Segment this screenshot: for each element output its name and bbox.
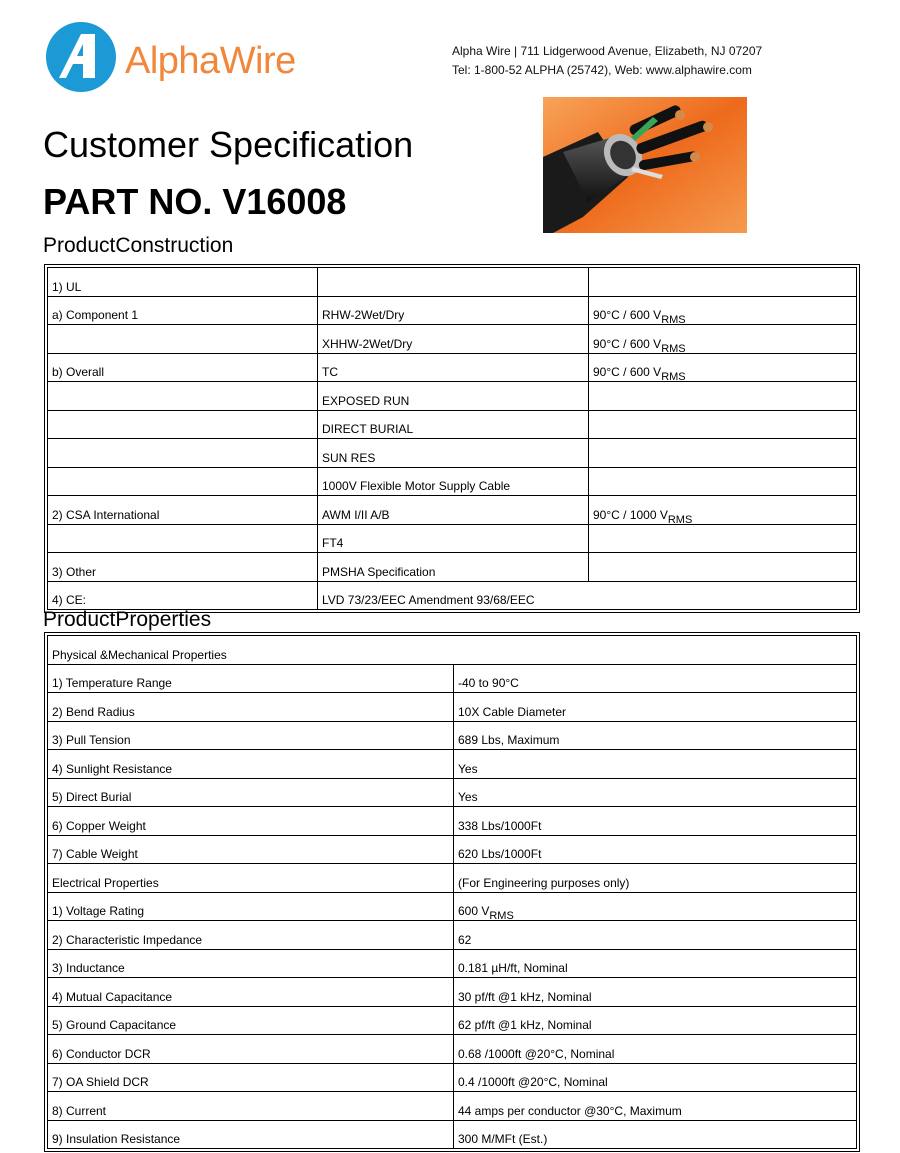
property-value: -40 to 90°C xyxy=(458,676,519,690)
table-row xyxy=(48,864,857,893)
construction-rating-cell xyxy=(589,296,857,325)
construction-value-cell xyxy=(318,268,589,297)
property-value-cell xyxy=(454,835,857,864)
construction-label-cell xyxy=(48,325,318,354)
construction-value: SUN RES xyxy=(322,450,376,465)
property-value-cell xyxy=(454,949,857,978)
construction-value: FT4 xyxy=(322,536,344,550)
construction-label: 1) UL xyxy=(52,279,82,294)
property-value: 689 Lbs, Maximum xyxy=(458,733,560,747)
property-name-cell xyxy=(48,1120,454,1149)
construction-rating-cell xyxy=(589,353,857,382)
construction-rating-cell xyxy=(589,439,857,468)
table-row xyxy=(48,892,857,921)
table-row xyxy=(48,1063,857,1092)
property-value-cell xyxy=(454,778,857,807)
table-row xyxy=(48,410,857,439)
property-value-cell xyxy=(454,892,857,921)
construction-rating-cell xyxy=(589,382,857,411)
table-row xyxy=(48,353,857,382)
construction-value-cell xyxy=(318,410,589,439)
property-name-cell xyxy=(48,721,454,750)
property-value-cell xyxy=(454,693,857,722)
section-header-cell xyxy=(48,636,857,665)
property-name-cell xyxy=(48,978,454,1007)
construction-rating: 90°C / 600 V xyxy=(593,365,662,379)
construction-rating-cell xyxy=(589,496,857,525)
table-row xyxy=(48,693,857,722)
construction-rating-cell xyxy=(589,553,857,582)
property-name: 1) Voltage Rating xyxy=(52,904,145,918)
table-row xyxy=(48,807,857,836)
table-row xyxy=(48,664,857,693)
property-name-cell xyxy=(48,693,454,722)
construction-value-cell xyxy=(318,467,589,496)
property-name-cell xyxy=(48,1092,454,1121)
property-name: Electrical Properties xyxy=(52,875,159,890)
construction-value-cell xyxy=(318,581,857,610)
construction-label-cell xyxy=(48,353,318,382)
properties-table xyxy=(44,632,860,1152)
table-row xyxy=(48,524,857,553)
construction-label-cell xyxy=(48,296,318,325)
property-value-cell xyxy=(454,978,857,1007)
property-value: 0.181 µH/ft, Nominal xyxy=(458,961,568,975)
property-name-cell xyxy=(48,835,454,864)
property-name-cell xyxy=(48,1035,454,1064)
property-value: Yes xyxy=(458,790,478,804)
property-name-cell xyxy=(48,864,454,893)
property-value: 10X Cable Diameter xyxy=(458,704,567,719)
construction-value: XHHW-2Wet/Dry xyxy=(322,336,413,351)
construction-rating-cell xyxy=(589,410,857,439)
property-name: 2) Bend Radius xyxy=(52,704,135,719)
property-name-cell xyxy=(48,1006,454,1035)
construction-table xyxy=(44,264,860,613)
construction-label-cell xyxy=(48,410,318,439)
construction-label: 4) CE: xyxy=(52,593,87,607)
property-value: 0.4 /1000ft @20°C, Nominal xyxy=(458,1075,608,1089)
property-value-cell xyxy=(454,807,857,836)
contact-line: Tel: 1-800-52 ALPHA (25742), Web: www.alphawire.com xyxy=(452,63,752,77)
properties-heading: ProductProperties xyxy=(43,608,212,631)
property-value-cell xyxy=(454,664,857,693)
property-name-cell xyxy=(48,1063,454,1092)
construction-heading: ProductConstruction xyxy=(43,234,234,257)
table-row xyxy=(48,1035,857,1064)
construction-value: RHW-2Wet/Dry xyxy=(322,308,405,322)
rating-subscript: RMS xyxy=(661,371,686,382)
property-value: 620 Lbs/1000Ft xyxy=(458,847,542,861)
table-row xyxy=(48,496,857,525)
property-value-cell xyxy=(454,1120,857,1149)
property-name: 2) Characteristic Impedance xyxy=(52,932,203,947)
value-subscript: RMS xyxy=(489,910,514,921)
construction-value-cell xyxy=(318,439,589,468)
construction-rating-cell xyxy=(589,524,857,553)
table-row xyxy=(48,1006,857,1035)
table-row xyxy=(48,382,857,411)
construction-rating: 90°C / 600 V xyxy=(593,308,662,322)
table-row xyxy=(48,750,857,779)
table-row xyxy=(48,268,857,297)
table-row xyxy=(48,467,857,496)
construction-value: PMSHA Specification xyxy=(322,564,436,579)
table-row xyxy=(48,581,857,610)
property-name-cell xyxy=(48,664,454,693)
property-value-cell xyxy=(454,1006,857,1035)
construction-value-cell xyxy=(318,496,589,525)
page-title: Customer Specification xyxy=(43,124,414,165)
table-row xyxy=(48,1092,857,1121)
property-name-cell xyxy=(48,892,454,921)
property-value-cell xyxy=(454,1035,857,1064)
construction-label-cell xyxy=(48,467,318,496)
cable-photo-image xyxy=(543,97,747,233)
property-name: 3) Inductance xyxy=(52,961,125,975)
table-row xyxy=(48,1120,857,1149)
table-row xyxy=(48,978,857,1007)
construction-label-cell xyxy=(48,524,318,553)
construction-label-cell xyxy=(48,496,318,525)
construction-value: TC xyxy=(322,365,338,379)
property-value: 338 Lbs/1000Ft xyxy=(458,818,542,833)
construction-value-cell xyxy=(318,325,589,354)
property-name: 4) Sunlight Resistance xyxy=(52,761,173,776)
property-name-cell xyxy=(48,949,454,978)
property-value: 62 pf/ft @1 kHz, Nominal xyxy=(458,1018,592,1032)
property-name: 1) Temperature Range xyxy=(52,676,172,690)
property-value-cell xyxy=(454,1063,857,1092)
property-value-cell xyxy=(454,1092,857,1121)
property-name-cell xyxy=(48,807,454,836)
property-name: 8) Current xyxy=(52,1103,107,1118)
property-name: 5) Ground Capacitance xyxy=(52,1018,177,1032)
construction-rating-cell xyxy=(589,268,857,297)
property-name: 6) Copper Weight xyxy=(52,818,146,833)
property-value-cell xyxy=(454,921,857,950)
construction-value: EXPOSED RUN xyxy=(322,393,410,408)
construction-value-cell xyxy=(318,553,589,582)
construction-value: LVD 73/23/EEC Amendment 93/68/EEC xyxy=(322,593,535,607)
property-name: 7) Cable Weight xyxy=(52,847,138,861)
construction-label-cell xyxy=(48,581,318,610)
table-row xyxy=(48,778,857,807)
construction-value: AWM I/II A/B xyxy=(322,507,390,522)
construction-label-cell xyxy=(48,382,318,411)
construction-label-cell xyxy=(48,268,318,297)
construction-rating-cell xyxy=(589,467,857,496)
rating-subscript: RMS xyxy=(661,314,686,325)
construction-rating-cell xyxy=(589,325,857,354)
construction-value-cell xyxy=(318,382,589,411)
company-address xyxy=(452,42,762,80)
construction-rating: 90°C / 600 V xyxy=(593,336,662,351)
construction-label: a) Component 1 xyxy=(52,308,139,322)
property-value: 30 pf/ft @1 kHz, Nominal xyxy=(458,989,592,1004)
table-row xyxy=(48,325,857,354)
construction-value-cell xyxy=(318,353,589,382)
property-name: 9) Insulation Resistance xyxy=(52,1132,181,1146)
property-value-cell xyxy=(454,864,857,893)
property-value: 0.68 /1000ft @20°C, Nominal xyxy=(458,1046,615,1061)
property-value: 44 amps per conductor @30°C, Maximum xyxy=(458,1103,682,1118)
construction-value: DIRECT BURIAL xyxy=(322,422,414,436)
table-row xyxy=(48,636,857,665)
property-name: 5) Direct Burial xyxy=(52,790,132,804)
construction-rating: 90°C / 1000 V xyxy=(593,507,668,522)
physical-properties-header: Physical &Mechanical Properties xyxy=(52,647,227,662)
address-line: Alpha Wire | 711 Lidgerwood Avenue, Elizabeth, NJ 07207 xyxy=(452,44,763,58)
property-name-cell xyxy=(48,921,454,950)
property-name-cell xyxy=(48,778,454,807)
construction-value: 1000V Flexible Motor Supply Cable xyxy=(322,479,511,493)
property-value: 300 M/MFt (Est.) xyxy=(458,1132,548,1146)
rating-subscript: RMS xyxy=(661,342,686,353)
property-value: Yes xyxy=(458,761,478,776)
construction-label: b) Overall xyxy=(52,365,105,379)
construction-value-cell xyxy=(318,524,589,553)
table-row xyxy=(48,921,857,950)
table-row xyxy=(48,296,857,325)
property-name: 6) Conductor DCR xyxy=(52,1046,151,1061)
logo-wordmark: AlphaWire xyxy=(125,40,296,82)
rating-subscript: RMS xyxy=(667,513,693,524)
construction-label: 2) CSA International xyxy=(52,507,160,522)
property-value: (For Engineering purposes only) xyxy=(458,875,630,890)
property-name: 4) Mutual Capacitance xyxy=(52,989,173,1004)
property-name-cell xyxy=(48,750,454,779)
construction-label: 3) Other xyxy=(52,564,97,579)
table-row xyxy=(48,721,857,750)
property-value: 62 xyxy=(458,932,472,947)
construction-value-cell xyxy=(318,296,589,325)
property-value-cell xyxy=(454,721,857,750)
part-number: PART NO. V16008 xyxy=(43,181,347,222)
table-row xyxy=(48,439,857,468)
construction-label-cell xyxy=(48,553,318,582)
table-row xyxy=(48,949,857,978)
construction-label-cell xyxy=(48,439,318,468)
table-row xyxy=(48,835,857,864)
property-name: 3) Pull Tension xyxy=(52,733,131,747)
property-value-cell xyxy=(454,750,857,779)
table-row xyxy=(48,553,857,582)
property-name: 7) OA Shield DCR xyxy=(52,1075,149,1089)
property-value: 600 V xyxy=(458,904,490,918)
